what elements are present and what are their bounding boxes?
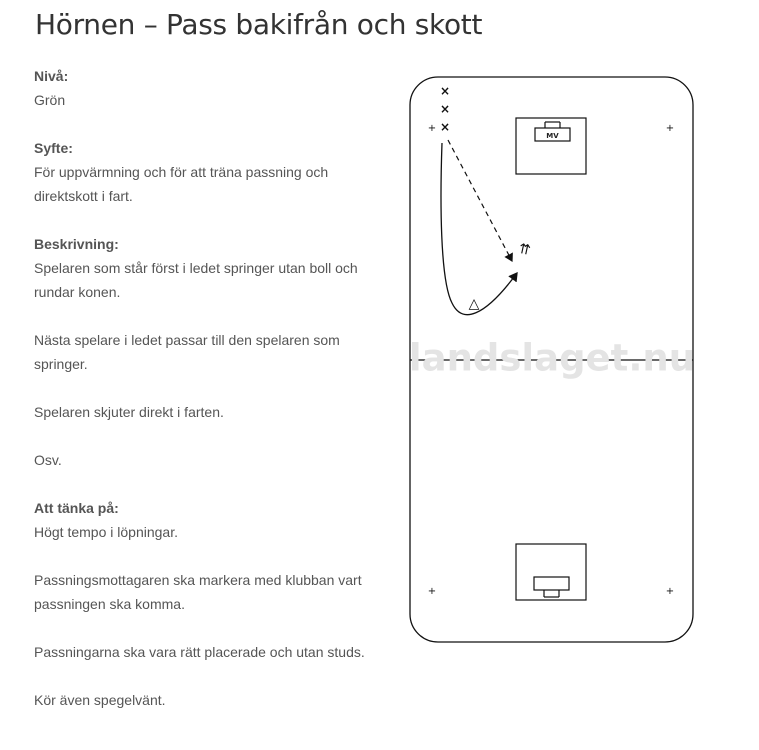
corner-marker: + xyxy=(665,586,675,597)
article-body xyxy=(34,64,384,736)
description-paragraph: Nästa spelare i ledet passar till den spelaren som springer. xyxy=(34,332,340,372)
think-paragraph: Kör även spegelvänt. xyxy=(34,692,166,708)
bottom-goal-crease xyxy=(516,544,586,600)
player-marker: × xyxy=(439,120,451,134)
think-paragraph: Passningsmottagaren ska markera med klubban vart passningen ska komma. xyxy=(34,572,362,612)
bottom-goal xyxy=(534,577,569,590)
think-section xyxy=(34,496,384,544)
purpose-label: Syfte: xyxy=(34,140,73,156)
pass-path xyxy=(448,140,512,261)
corner-marker: + xyxy=(427,586,437,597)
description-paragraph: Spelaren skjuter direkt i farten. xyxy=(34,404,224,420)
purpose-section xyxy=(34,136,384,208)
level-label: Nivå: xyxy=(34,68,69,84)
description-paragraph: Spelaren som står först i ledet springer utan boll och rundar konen. xyxy=(34,260,358,300)
watermark: landslaget.nu xyxy=(408,336,696,380)
think-paragraph: Passningarna ska vara rätt placerade och utan studs. xyxy=(34,644,365,660)
page-title: Hörnen – Pass bakifrån och skott xyxy=(35,8,483,41)
purpose-text: För uppvärmning och för att träna passning och direktskott i fart. xyxy=(34,164,329,204)
description-section xyxy=(34,232,384,304)
player-marker: × xyxy=(439,102,451,116)
drill-diagram xyxy=(404,70,704,650)
level-value: Grön xyxy=(34,92,66,108)
corner-marker: + xyxy=(665,123,675,134)
run-path xyxy=(441,143,517,315)
think-label: Att tänka på: xyxy=(34,500,119,516)
goalkeeper-label: MV xyxy=(546,132,559,140)
top-goal-crease xyxy=(516,118,586,174)
think-paragraph: Högt tempo i löpningar. xyxy=(34,524,178,540)
stick-signal-marker: ⇈ xyxy=(517,240,532,260)
level-section xyxy=(34,64,384,112)
rink-svg xyxy=(404,70,704,650)
player-marker: × xyxy=(439,84,451,98)
corner-marker: + xyxy=(427,123,437,134)
cone-marker: △ xyxy=(468,296,480,312)
description-label: Beskrivning: xyxy=(34,236,119,252)
description-paragraph: Osv. xyxy=(34,452,62,468)
